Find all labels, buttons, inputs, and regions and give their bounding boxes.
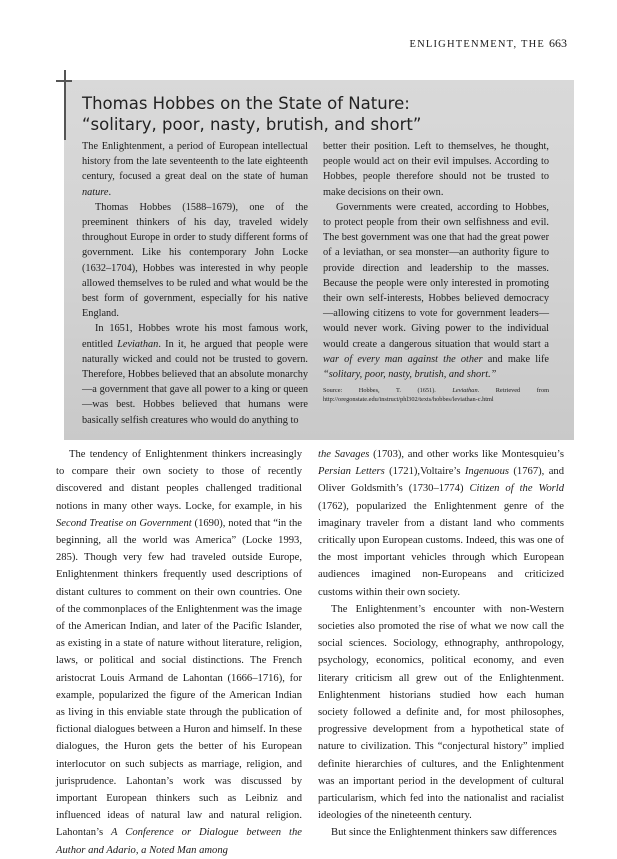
running-title: ENLIGHTENMENT, THE [409,39,545,50]
sidebar-source-citation: Source: Hobbes, T. (1651). Leviathan. Retrieved from http://oregonstate.edu/instruct/phl302/texts/hobbes/leviathan-c.html [323,387,549,404]
main-right-column [318,446,564,842]
sidebar-title [82,93,562,135]
sidebar-paragraph: The Enlightenment, a period of European intellectual history from the late seventeenth to the late eighteenth century, focused a great deal on the state of human nature. [82,141,308,198]
running-header [409,36,567,51]
sidebar-title-line1: Thomas Hobbes on the State of Nature: [82,94,410,113]
sidebar-title-line2: “solitary, poor, nasty, brutish, and short” [82,115,422,134]
page-number: 663 [549,36,567,50]
body-paragraph: The Enlightenment’s encounter with non-Western societies also promoted the rise of what we now call the social sciences. Sociology, ethnography, anthropology, psychology, economics, political economy, and even literary criticism all grew out of the Enlightenment. Enlightenment historians studied how each human society followed a definite and, for most philosophes, progressive development from a hypothetical state of nature to civilization. This “conjectural history” implied definite hierarchies of cultures, and the Enlightenment was an important period in the development of cultural particularism, which fed into the nationalist and racialist ideologies of the nineteenth century. [318,603,564,822]
sidebar-paragraph: Thomas Hobbes (1588–1679), one of the preeminent thinkers of his day, traveled widely throughout Europe in order to study different forms of government. Like his contemporary John Locke (1632–1704), Hobbes was interested in why people allowed themselves to be ruled and what would be the best form of government, especially for his native England. [82,201,308,320]
body-paragraph: The tendency of Enlightenment thinkers increasingly to compare their own society to those of recently discovered and distant peoples challenged traditional notions in many other ways. Locke, for example, in his Second Treatise on Government (1690), noted that “in the beginning, all the world was America” (Locke 1993, 285). Though very few had traveled outside Europe, Enlightenment thinkers frequently used descriptions of distant cultures to comment on their own countries. One of the commonplaces of the Enlightenment was the image of the American Indian, and later of the Pacific Islander, as existing in a state of nature without literature, religion, laws, or political and social distinctions. The French aristocrat Louis Armand de Lahontan (1666–1716), for example, popularized the figure of the American Indian as living in this enviable state through the publication of fictional dialogues between a Huron and himself. In these dialogues, the Huron gets the better of his European interlocutor on such subjects as marriage, religion, and jurisprudence. Lahontan’s work was discussed by important European thinkers such as Leibniz and influenced ideas of natural law and natural religion. Lahontan’s A Conference or Dialogue between the Author and Adario, a Noted Man among [56,449,302,856]
sidebar-left-column [82,139,308,428]
sidebar-paragraph: Governments were created, according to Hobbes, to protect people from their own selfishness and evil. The best government was one that had the great power of a leviathan, or sea monster—an authority figure to provide direction and leadership to the masses. Because the people were only interested in promoting their own self-interests, Hobbes believed democracy—allowing citizens to vote for government leaders—would never work. Giving power to the individual would create a dangerous situation that would start a war of every man against the other and make life “solitary, poor, nasty, brutish, and short.” [323,201,549,381]
body-paragraph: But since the Enlightenment thinkers saw differences [331,827,557,839]
sidebar-paragraph: In 1651, Hobbes wrote his most famous work, entitled Leviathan. In it, he argued that people were naturally wicked and could not be trusted to govern. Therefore, Hobbes believed that an absolute monarchy—a government that gave all power to a king or queen—was best. Hobbes believed that humans were basically selfish creatures who would do anything to [82,323,308,426]
body-paragraph: the Savages (1703), and other works like Montesquieu’s Persian Letters (1721),Voltaire’s Ingenuous (1767), and Oliver Goldsmith’s (1730–1774) Citizen of the World (1762), popularized the Enlightenment genre of the imaginary traveler from a distant land who comments critically upon European customs. Indeed, this was one of the most important vehicles through which European audiences imagined non-Europeans and criticized customs within their own society. [318,449,564,598]
sidebar-rule-horizontal [56,80,72,82]
main-left-column [56,446,302,859]
sidebar-right-column [323,139,549,404]
sidebar-paragraph: better their position. Left to themselves, he thought, people would act on their evil impulses. According to Hobbes, people therefore should not be trusted to make decisions on their own. [323,141,549,198]
